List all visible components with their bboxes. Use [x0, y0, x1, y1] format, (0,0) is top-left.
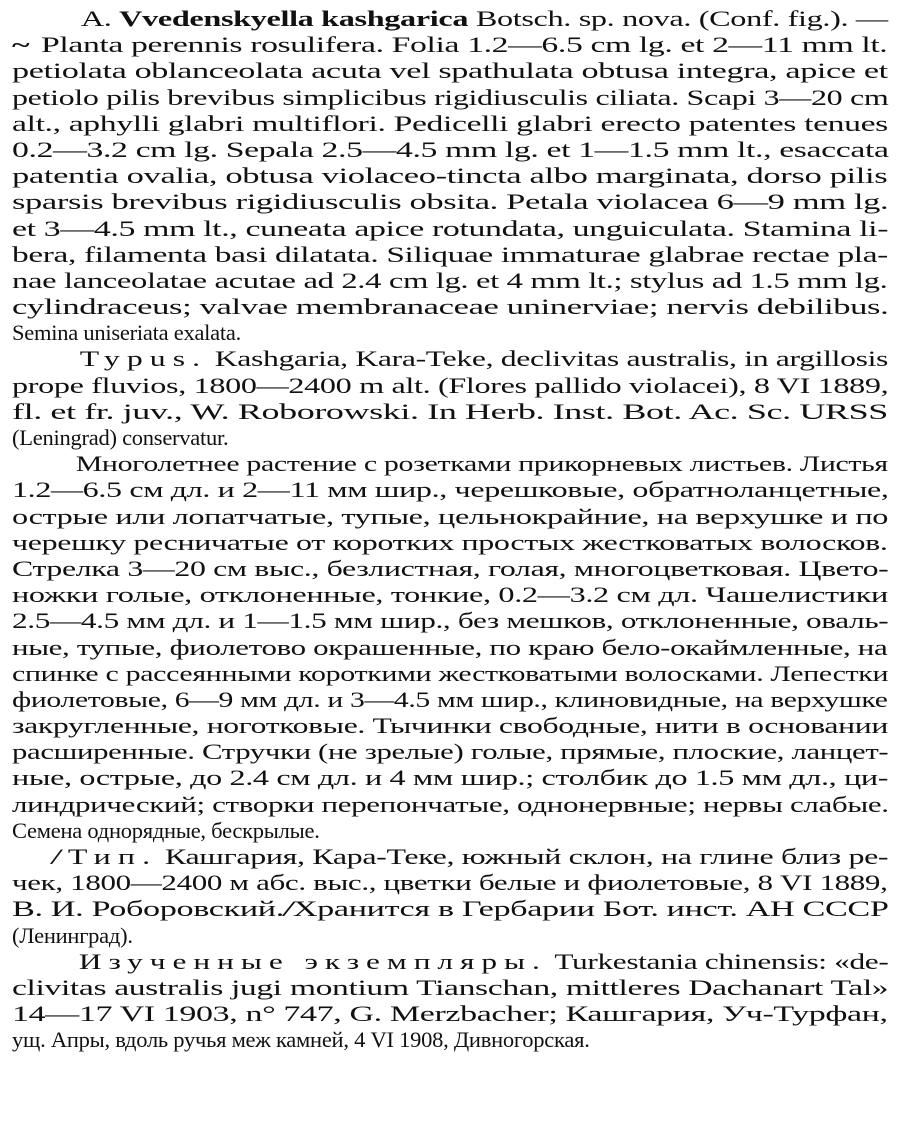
examined-line: Изученные экземпляры. Turkestania chinensis: «de-: [78, 948, 889, 974]
tilde-mark-icon: ~: [12, 32, 30, 58]
tip-line: / Тип. Кашгария, Кара-Теке, южный склон, на глине близ ре-: [51, 844, 889, 869]
typus-russian: [12, 844, 888, 949]
examined-label: Изученные экземпляры.: [78, 948, 547, 974]
heading-letter: A.: [80, 6, 112, 31]
tip-line: (Ленинград).: [12, 922, 133, 948]
species-name: Vvedenskyella kashgarica: [119, 6, 469, 31]
typus-line: Typus. Kashgaria, Kara-Teke, declivitas australis, in argillosis: [79, 346, 889, 372]
latin-line: ~ Planta perennis rosulifera. Folia 1.2—6.5 cm lg. et 2—11 mm lt.: [12, 32, 888, 58]
examined-line: ущ. Апры, вдоль ручья меж камней, 4 VI 1908, Дивногорская.: [12, 1027, 590, 1053]
russian-line: линдрический; створки перепончатые, однонервные; нервы слабые.: [12, 791, 889, 817]
latin-line: sparsis brevibus rigidiusculis obsita. Petala violacea 6—9 mm lg.: [12, 189, 889, 215]
typus-label: Typus.: [79, 346, 208, 372]
latin-line: petiolo pilis brevibus simplicibus rigidiusculis ciliata. Scapi 3—20 cm: [12, 84, 889, 110]
russian-description: [12, 451, 888, 844]
tip-line: чек, 1800—2400 м абс. выс., цветки белые и фиолетовые, 8 VI 1889,: [12, 870, 888, 896]
russian-line: ножки голые, отклоненные, тонкие, 0.2—3.2 см дл. Чашелистики: [12, 582, 888, 608]
examined-line: clivitas australis jugi montium Tianschan, mittleres Dachanart Tal»: [12, 974, 889, 1000]
russian-line: фиолетовые, 6—9 мм дл. и 3—4.5 мм шир., клиновидные, на верхушке: [12, 686, 888, 712]
document-page: [12, 6, 888, 1054]
russian-line: 2.5—4.5 мм дл. и 1—1.5 мм шир., без мешков, отклоненные, оваль-: [12, 608, 889, 634]
russian-line: черешку ресничатые от коротких простых жестковатых волосков.: [12, 529, 888, 555]
tip-label: Тип.: [67, 844, 158, 869]
slash-mark-icon: /: [283, 896, 293, 922]
russian-line: Многолетнее растение с розетками прикорневых листьев. Листья: [75, 451, 888, 477]
typus-line: prope fluvios, 1800—2400 m alt. (Flores pallido violacei), 8 VI 1889,: [12, 372, 889, 398]
latin-line: 0.2—3.2 cm lg. Sepala 2.5—4.5 mm lg. et 1—1.5 mm lt., esaccata: [12, 136, 889, 162]
russian-line: 1.2—6.5 см дл. и 2—11 мм шир., черешковые, обратноланцетные,: [12, 477, 889, 503]
species-heading: [12, 6, 900, 32]
tip-line: В. И. Роборовский./Хранится в Гербарии Бот. инст. АН СССР: [12, 896, 889, 922]
latin-line: Semina uniseriata exalata.: [12, 320, 242, 346]
latin-line: bera, filamenta basi dilatata. Siliquae immaturae glabrae rectae pla-: [12, 241, 888, 267]
latin-line: alt., aphylli glabri multiflori. Pedicelli glabri erecto patentes tenues: [12, 110, 888, 136]
typus-latin: [12, 346, 888, 451]
examined-specimens: [12, 949, 888, 1054]
latin-line: nae lanceolatae acutae ad 2.4 cm lg. et 4 mm lt.; stylus ad 1.5 mm lg.: [12, 267, 888, 293]
russian-line: острые или лопатчатые, тупые, цельнокрайние, на верхушке и по: [12, 503, 889, 529]
russian-line: Семена однорядные, бескрылые.: [12, 817, 320, 843]
examined-line: 14—17 VI 1903, n° 747, G. Merzbacher; Кашгария, Уч-Турфан,: [12, 1001, 888, 1027]
latin-line: et 3—4.5 mm lt., cuneata apice rotundata, unguiculata. Stamina li-: [12, 215, 889, 241]
russian-line: спинке с рассеянными короткими жестковатыми волосками. Лепестки: [12, 660, 889, 686]
russian-line: ные, тупые, фиолетово окрашенные, по краю бело-окаймленные, на: [12, 634, 888, 660]
latin-line: patentia ovalia, obtusa violaceo-tincta albo marginata, dorso pilis: [12, 163, 888, 189]
russian-line: ные, острые, до 2.4 см дл. и 4 мм шир.; столбик до 1.5 мм дл., ци-: [12, 765, 889, 791]
latin-line: petiolata oblanceolata acuta vel spathulata obtusa integra, apice et: [12, 58, 888, 84]
slash-mark-icon: /: [51, 844, 61, 869]
russian-line: Стрелка 3—20 см выс., безлистная, голая, многоцветковая. Цвето-: [12, 555, 889, 581]
russian-line: закругленные, ноготковые. Тычинки свободные, нити в основании: [12, 713, 888, 739]
typus-line: fl. et fr. juv., W. Roborowski. In Herb. Inst. Bot. Ac. Sc. URSS: [12, 398, 888, 424]
russian-line: расширенные. Стручки (не зрелые) голые, прямые, плоские, ланцет-: [12, 739, 889, 765]
latin-description: [12, 32, 888, 346]
typus-line: (Leningrad) conservatur.: [12, 425, 229, 450]
heading-authority: Botsch. sp. nova. (Conf. fig.). —: [475, 6, 888, 31]
latin-line: cylindraceus; valvae membranaceae uninerviae; nervis debilibus.: [12, 294, 889, 320]
